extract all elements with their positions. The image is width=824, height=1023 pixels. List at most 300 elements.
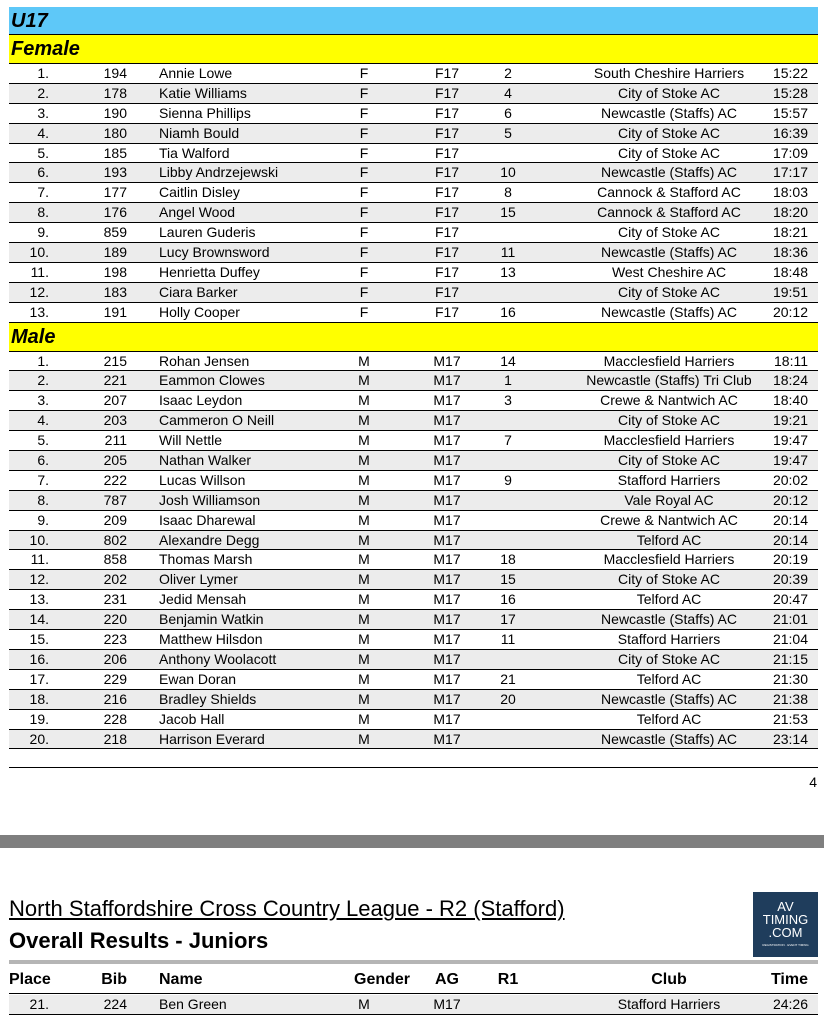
table-row	[9, 144, 818, 164]
cell-ag: F17	[434, 65, 460, 81]
table-row	[9, 352, 818, 372]
cell-club: Telford AC	[636, 710, 702, 727]
cell-club: City of Stoke AC	[618, 412, 720, 429]
cell-time: 20:39	[772, 571, 808, 588]
cell-club: Crewe & Nantwich AC	[600, 511, 738, 528]
cell-place: 14.	[29, 611, 49, 628]
cell-club: Telford AC	[636, 531, 702, 548]
cell-bib: 218	[103, 730, 127, 747]
cell-place: 6.	[37, 452, 49, 469]
cell-bib: 216	[103, 690, 127, 707]
cell-bib: 194	[103, 65, 127, 81]
cell-bib: 205	[103, 452, 127, 469]
cell-r1: 11	[500, 631, 516, 648]
cell-time: 18:11	[774, 352, 808, 369]
cell-name: Thomas Marsh	[159, 551, 253, 568]
cell-r1: 15	[500, 204, 516, 221]
cell-time: 19:47	[772, 432, 808, 449]
logo-line-3: .COM	[768, 925, 803, 940]
cell-time: 18:24	[772, 372, 808, 389]
cell-bib: 183	[103, 283, 127, 300]
cell-club: City of Stoke AC	[618, 224, 720, 241]
cell-club: West Cheshire AC	[611, 263, 727, 280]
cell-bib: 859	[103, 224, 127, 241]
cell-name: Ben Green	[159, 996, 227, 1012]
header-name: Name	[159, 971, 203, 988]
table-row	[9, 630, 818, 650]
cell-name: Eammon Clowes	[159, 372, 265, 389]
cell-gender: M	[358, 352, 370, 369]
table-row	[9, 491, 818, 511]
cell-gender: F	[359, 124, 369, 141]
cell-ag: M17	[433, 650, 461, 667]
cell-club: Stafford Harriers	[617, 631, 721, 648]
cell-gender: M	[358, 392, 370, 409]
cell-name: Annie Lowe	[159, 65, 233, 81]
cell-ag: F17	[434, 303, 460, 320]
cell-ag: M17	[433, 511, 461, 528]
cell-club: Cannock & Stafford AC	[597, 184, 741, 201]
logo-line-2: TIMING	[762, 912, 809, 927]
cell-name: Jedid Mensah	[159, 591, 247, 608]
cell-time: 20:19	[772, 551, 808, 568]
table-row	[9, 104, 818, 124]
cell-place: 21.	[29, 996, 49, 1012]
cell-time: 15:22	[772, 65, 808, 81]
cell-name: Ciara Barker	[159, 283, 238, 300]
cell-time: 18:03	[772, 184, 808, 201]
table-row	[9, 590, 818, 610]
cell-club: Newcastle (Staffs) AC	[601, 164, 737, 181]
page-number: 4	[809, 774, 817, 790]
cell-bib: 180	[103, 124, 127, 141]
male-band: Male	[9, 323, 818, 352]
cell-ag: M17	[433, 611, 461, 628]
cell-name: Lucy Brownsword	[159, 244, 270, 261]
cell-name: Benjamin Watkin	[159, 611, 264, 628]
cell-bib: 207	[103, 392, 127, 409]
cell-gender: M	[358, 670, 370, 687]
cell-club: Stafford Harriers	[617, 996, 721, 1012]
cell-club: Vale Royal AC	[624, 491, 714, 508]
header-gender: Gender	[354, 971, 411, 988]
cell-place: 3.	[37, 104, 49, 121]
female-results	[9, 64, 818, 323]
cell-ag: M17	[433, 432, 461, 449]
cell-gender: F	[359, 263, 369, 280]
logo-tagline: REGISTRATION · EVENT TIMING	[762, 943, 809, 947]
cell-ag: M17	[433, 690, 461, 707]
header-club: Club	[651, 971, 687, 988]
table-row	[9, 570, 818, 590]
cell-place: 4.	[37, 412, 49, 429]
cell-club: Newcastle (Staffs) AC	[601, 690, 737, 707]
cell-place: 12.	[29, 283, 49, 300]
cell-gender: F	[359, 224, 369, 241]
cell-club: Newcastle (Staffs) AC	[601, 611, 737, 628]
cell-ag: M17	[433, 412, 461, 429]
cell-club: City of Stoke AC	[618, 650, 720, 667]
cell-ag: F17	[434, 164, 460, 181]
header-place: Place	[9, 971, 51, 988]
cell-time: 19:51	[772, 283, 808, 300]
cell-ag: M17	[433, 471, 461, 488]
cell-name: Lauren Guderis	[159, 224, 256, 241]
cell-gender: M	[358, 571, 370, 588]
cell-name: Ewan Doran	[159, 670, 237, 687]
cell-bib: 206	[103, 650, 127, 667]
cell-place: 1.	[37, 352, 49, 369]
cell-bib: 215	[103, 352, 127, 369]
cell-club: Stafford Harriers	[617, 471, 721, 488]
cell-time: 20:02	[772, 471, 808, 488]
cell-bib: 203	[103, 412, 127, 429]
cell-club: City of Stoke AC	[618, 84, 720, 101]
cell-gender: F	[359, 104, 369, 121]
cell-time: 18:20	[772, 204, 808, 221]
cell-ag: F17	[434, 104, 460, 121]
cell-bib: 209	[103, 511, 127, 528]
cell-club: Newcastle (Staffs) AC	[601, 303, 737, 320]
cell-club: City of Stoke AC	[618, 124, 720, 141]
cell-place: 13.	[29, 591, 49, 608]
cell-r1: 2	[504, 65, 512, 81]
cell-r1: 3	[504, 392, 512, 409]
cell-place: 4.	[37, 124, 49, 141]
cell-name: Tia Walford	[159, 144, 230, 161]
cell-r1: 16	[500, 303, 516, 320]
cell-name: Sienna Phillips	[159, 104, 251, 121]
cell-club: Macclesfield Harriers	[603, 352, 735, 369]
cell-time: 21:04	[772, 631, 808, 648]
cell-place: 12.	[29, 571, 49, 588]
cell-ag: M17	[433, 631, 461, 648]
table-row	[9, 124, 818, 144]
cell-r1: 7	[504, 432, 512, 449]
cell-bib: 177	[103, 184, 127, 201]
cell-gender: F	[359, 144, 369, 161]
cell-gender: M	[358, 730, 370, 747]
cell-name: Alexandre Degg	[159, 531, 260, 548]
cell-name: Harrison Everard	[159, 730, 265, 747]
cell-place: 5.	[37, 144, 49, 161]
cell-bib: 228	[103, 710, 127, 727]
table-row	[9, 64, 818, 84]
cell-name: Niamh Bould	[159, 124, 240, 141]
cell-time: 21:53	[772, 710, 808, 727]
cell-name: Isaac Leydon	[159, 392, 243, 409]
cell-name: Isaac Dharewal	[159, 511, 256, 528]
cell-gender: M	[358, 471, 370, 488]
table-end-rule	[9, 767, 818, 768]
cell-bib: 229	[103, 670, 127, 687]
cell-gender: M	[358, 591, 370, 608]
cell-bib: 190	[103, 104, 127, 121]
cell-name: Jacob Hall	[159, 710, 225, 727]
page-separator	[0, 835, 824, 848]
cell-bib: 211	[104, 432, 127, 449]
cell-place: 8.	[37, 204, 49, 221]
cell-name: Oliver Lymer	[159, 571, 238, 588]
cell-ag: M17	[433, 710, 461, 727]
table-row	[9, 203, 818, 223]
cell-name: Matthew Hilsdon	[159, 631, 263, 648]
cell-bib: 178	[103, 84, 127, 101]
cell-name: Henrietta Duffey	[159, 263, 260, 280]
cell-place: 5.	[37, 432, 49, 449]
category-band: U17	[9, 7, 818, 35]
table-row	[9, 431, 818, 451]
cell-bib: 231	[103, 591, 127, 608]
cell-name: Holly Cooper	[159, 303, 240, 320]
cell-r1: 1	[504, 372, 512, 389]
cell-gender: M	[358, 631, 370, 648]
table-row	[9, 531, 818, 551]
table-row	[9, 511, 818, 531]
cell-time: 18:48	[772, 263, 808, 280]
cell-club: Telford AC	[636, 591, 702, 608]
cell-name: Lucas Willson	[159, 471, 246, 488]
cell-r1: 11	[500, 244, 516, 261]
cell-time: 20:47	[772, 591, 808, 608]
logo-line-1: AV	[777, 899, 794, 914]
cell-gender: F	[359, 283, 369, 300]
table-row	[9, 243, 818, 263]
cell-bib: 202	[103, 571, 127, 588]
header-r1: R1	[497, 971, 519, 988]
cell-gender: M	[358, 690, 370, 707]
cell-club: Cannock & Stafford AC	[597, 204, 741, 221]
cell-bib: 176	[103, 204, 127, 221]
cell-time: 17:17	[772, 164, 808, 181]
table-row	[9, 995, 818, 1015]
cell-name: Rohan Jensen	[159, 352, 250, 369]
table-row	[9, 610, 818, 630]
table-row	[9, 730, 818, 750]
cell-ag: M17	[433, 591, 461, 608]
cell-time: 17:09	[772, 144, 808, 161]
cell-place: 10.	[29, 244, 49, 261]
cell-place: 11.	[30, 551, 49, 568]
header-bib: Bib	[101, 971, 127, 988]
cell-r1: 9	[504, 471, 512, 488]
cell-place: 8.	[37, 491, 49, 508]
cell-club: Newcastle (Staffs) AC	[601, 244, 737, 261]
avtiming-logo	[753, 892, 818, 957]
cell-r1: 17	[500, 611, 516, 628]
cell-time: 21:01	[772, 611, 808, 628]
cell-name: Josh Williamson	[159, 491, 261, 508]
cell-bib: 185	[103, 144, 127, 161]
cell-name: Anthony Woolacott	[159, 650, 277, 667]
cell-ag: M17	[433, 352, 461, 369]
table-row	[9, 411, 818, 431]
cell-r1: 5	[504, 124, 512, 141]
table-row	[9, 670, 818, 690]
cell-r1: 10	[500, 164, 516, 181]
cell-bib: 787	[103, 491, 127, 508]
header-ag: AG	[435, 971, 459, 988]
cell-place: 9.	[37, 224, 49, 241]
cell-gender: M	[358, 432, 370, 449]
cell-place: 11.	[30, 263, 49, 280]
cell-gender: M	[358, 412, 370, 429]
cell-time: 21:30	[772, 670, 808, 687]
column-headers	[9, 968, 818, 992]
cell-gender: M	[358, 611, 370, 628]
cell-time: 16:39	[772, 124, 808, 141]
cell-bib: 858	[103, 551, 127, 568]
cell-ag: M17	[433, 996, 461, 1012]
cell-bib: 224	[103, 996, 127, 1012]
cell-gender: F	[359, 303, 369, 320]
cell-time: 20:14	[772, 531, 808, 548]
cell-place: 17.	[29, 670, 49, 687]
cell-gender: F	[359, 84, 369, 101]
cell-club: Newcastle (Staffs) AC	[601, 104, 737, 121]
header-time: Time	[770, 971, 808, 988]
cell-time: 15:28	[772, 84, 808, 101]
cell-ag: M17	[433, 372, 461, 389]
cell-club: City of Stoke AC	[618, 571, 720, 588]
cell-club: Telford AC	[636, 670, 702, 687]
table-row	[9, 263, 818, 283]
cell-gender: M	[358, 996, 370, 1012]
cell-place: 19.	[29, 710, 49, 727]
cell-ag: F17	[434, 184, 460, 201]
cell-ag: M17	[433, 670, 461, 687]
cell-r1: 20	[500, 690, 516, 707]
cell-r1: 14	[500, 352, 516, 369]
cell-ag: M17	[433, 571, 461, 588]
cell-club: Newcastle (Staffs) Tri Club	[586, 372, 752, 389]
cell-bib: 802	[103, 531, 127, 548]
cell-bib: 223	[103, 631, 127, 648]
table-row	[9, 223, 818, 243]
cell-ag: M17	[433, 491, 461, 508]
cell-time: 23:14	[772, 730, 808, 747]
cell-time: 21:15	[772, 650, 808, 667]
cell-gender: M	[358, 372, 370, 389]
table-row	[9, 303, 818, 323]
cell-name: Libby Andrzejewski	[159, 164, 279, 181]
cell-time: 20:14	[772, 511, 808, 528]
cell-ag: F17	[434, 84, 460, 101]
cell-bib: 221	[103, 372, 127, 389]
cell-place: 13.	[29, 303, 49, 320]
cell-time: 19:21	[772, 412, 808, 429]
table-row	[9, 283, 818, 303]
results-table	[9, 7, 818, 749]
cell-r1: 4	[504, 84, 512, 101]
cell-ag: F17	[434, 283, 460, 300]
cell-bib: 198	[103, 263, 127, 280]
table-row	[9, 163, 818, 183]
cell-ag: F17	[434, 244, 460, 261]
cell-ag: M17	[433, 730, 461, 747]
cell-gender: M	[358, 551, 370, 568]
cell-place: 2.	[37, 372, 49, 389]
cell-r1: 16	[500, 591, 516, 608]
table-row	[9, 84, 818, 104]
cell-club: Macclesfield Harriers	[603, 551, 735, 568]
cell-time: 24:26	[772, 996, 808, 1012]
cell-gender: F	[359, 204, 369, 221]
cell-bib: 222	[103, 471, 127, 488]
cell-club: Newcastle (Staffs) AC	[601, 730, 737, 747]
table-row	[9, 371, 818, 391]
cell-place: 10.	[29, 531, 49, 548]
cell-gender: M	[358, 452, 370, 469]
cell-ag: M17	[433, 452, 461, 469]
table-row	[9, 690, 818, 710]
cell-r1: 18	[500, 551, 516, 568]
table-row	[9, 550, 818, 570]
cell-bib: 191	[103, 303, 127, 320]
cell-time: 20:12	[772, 303, 808, 320]
cell-r1: 8	[504, 184, 512, 201]
cell-place: 9.	[37, 511, 49, 528]
cell-name: Bradley Shields	[159, 690, 257, 707]
female-band: Female	[9, 35, 818, 64]
cell-place: 18.	[29, 690, 49, 707]
cell-gender: M	[358, 650, 370, 667]
cell-time: 18:36	[772, 244, 808, 261]
cell-time: 15:57	[772, 104, 808, 121]
event-title: North Staffordshire Cross Country League - R2 (Stafford)	[9, 896, 565, 921]
cell-ag: M17	[433, 551, 461, 568]
table-row	[9, 451, 818, 471]
cell-bib: 189	[103, 244, 127, 261]
header-underline	[9, 993, 818, 994]
cell-ag: M17	[433, 531, 461, 548]
cell-r1: 21	[500, 670, 516, 687]
cell-time: 18:40	[772, 392, 808, 409]
cell-club: Crewe & Nantwich AC	[600, 392, 738, 409]
cell-ag: M17	[433, 392, 461, 409]
cell-ag: F17	[434, 144, 460, 161]
table-row	[9, 710, 818, 730]
cell-time: 19:47	[772, 452, 808, 469]
cell-club: Macclesfield Harriers	[603, 432, 735, 449]
cell-bib: 193	[103, 164, 127, 181]
results-title: Overall Results - Juniors	[9, 928, 269, 953]
cell-gender: M	[358, 511, 370, 528]
cell-place: 7.	[37, 471, 49, 488]
cell-time: 18:21	[772, 224, 808, 241]
cell-place: 20.	[29, 730, 49, 747]
cell-name: Will Nettle	[159, 432, 223, 449]
cell-place: 15.	[29, 631, 49, 648]
cell-ag: F17	[434, 124, 460, 141]
cell-r1: 13	[500, 263, 516, 280]
cell-bib: 220	[103, 611, 127, 628]
cell-club: City of Stoke AC	[618, 283, 720, 300]
table-row	[9, 391, 818, 411]
cell-time: 21:38	[772, 690, 808, 707]
cell-gender: M	[358, 531, 370, 548]
cell-r1: 15	[500, 571, 516, 588]
cell-name: Angel Wood	[159, 204, 236, 221]
cell-place: 7.	[37, 184, 49, 201]
cell-ag: F17	[434, 224, 460, 241]
cell-club: South Cheshire Harriers	[593, 65, 745, 81]
cell-place: 6.	[37, 164, 49, 181]
cell-gender: F	[359, 65, 369, 81]
cell-ag: F17	[434, 263, 460, 280]
table-row	[9, 183, 818, 203]
cell-r1: 6	[504, 104, 512, 121]
